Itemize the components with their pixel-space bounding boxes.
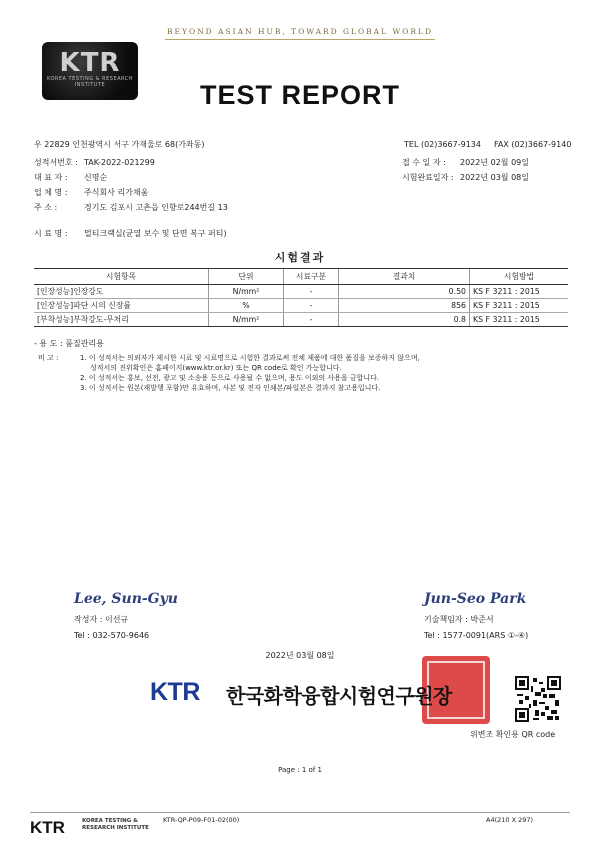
institute-ktr-logo: KTR bbox=[150, 678, 200, 706]
footer-divider bbox=[30, 812, 570, 813]
left-signature: Lee, Sun-Gyu bbox=[74, 591, 178, 607]
col-header-item: 시험항목 bbox=[34, 269, 209, 285]
info-right bbox=[402, 157, 529, 183]
receipt-label: 접 수 일 자 : bbox=[402, 158, 446, 167]
ceo: 신명순 bbox=[84, 173, 108, 182]
ktr-logo-text: KTR bbox=[59, 48, 121, 78]
client-address-label: 주 소 : bbox=[34, 203, 58, 212]
table-row bbox=[34, 299, 568, 313]
ktr-logo-subtext: KOREA TESTING & RESEARCH INSTITUTE bbox=[46, 76, 134, 88]
col-header-result: 결과치 bbox=[339, 269, 470, 285]
note-item: 1. 이 성적서는 의뢰자가 제시한 시료 및 시료명으로 시험한 결과로써 전체 제품에 대한 품질을 보증하지 않으며, bbox=[80, 354, 420, 362]
note-item: 성적서의 진위확인은 홈페이지(www.ktr.or.kr) 또는 QR code로 확인 가능합니다. bbox=[90, 364, 342, 372]
sample-name: 멀티크랙실(균열 보수 및 단면 복구 퍼티) bbox=[84, 229, 227, 238]
receipt-date: 2022년 02월 09일 bbox=[460, 158, 529, 167]
company: 주식회사 리가채움 bbox=[84, 188, 149, 197]
note-item: 3. 이 성적서는 원본(재발행 포함)만 유효하며, 사본 및 전자 인쇄본/파일본은 결과지 참고용입니다. bbox=[80, 384, 381, 392]
cell-unit: % bbox=[209, 299, 284, 313]
col-header-sample: 시료구분 bbox=[284, 269, 339, 285]
author-tel: Tel : 032-570-9646 bbox=[74, 631, 150, 640]
page-title: TEST REPORT bbox=[199, 80, 400, 110]
complete-date: 2022년 03월 08일 bbox=[460, 173, 529, 182]
tech-manager-tel: Tel : 1577-0091(ARS ①-④) bbox=[424, 631, 529, 640]
form-code: KTR-QP-P09-F01-02(00) bbox=[163, 816, 240, 824]
col-header-unit: 단위 bbox=[209, 269, 284, 285]
table-row bbox=[34, 313, 568, 327]
cell-sample: - bbox=[284, 285, 339, 299]
cell-unit: N/mm² bbox=[209, 313, 284, 327]
notes-label: 비 고 : bbox=[38, 354, 59, 362]
company-label: 업 체 명 : bbox=[34, 188, 68, 197]
footer-ktr-logo: KTR bbox=[30, 818, 65, 837]
cell-method: KS F 3211 : 2015 bbox=[470, 313, 569, 327]
tagline: BEYOND ASIAN HUB, TOWARD GLOBAL WORLD bbox=[167, 27, 433, 36]
cell-item: [인장성능]인장강도 bbox=[34, 285, 209, 299]
results-header-row bbox=[34, 269, 568, 285]
notes-list bbox=[80, 353, 550, 393]
issue-date: 2022년 03월 08일 bbox=[265, 651, 335, 660]
lab-tel: TEL (02)3667-9134 bbox=[404, 140, 481, 149]
report-no: TAK-2022-021299 bbox=[84, 158, 155, 167]
results-table bbox=[34, 268, 568, 327]
note-item: 2. 이 성적서는 홍보, 선전, 광고 및 소송용 등으로 사용될 수 없으며, 용도 이외의 사용을 금합니다. bbox=[80, 374, 380, 382]
lab-fax: FAX (02)3667-9140 bbox=[494, 140, 572, 149]
sample-label: 시 료 명 : bbox=[34, 229, 68, 238]
cell-item: [인장성능]파단 시의 신장률 bbox=[34, 299, 209, 313]
tagline-divider bbox=[165, 39, 435, 40]
author-role: 작성자 : 이선규 bbox=[74, 615, 129, 624]
client-address: 경기도 김포시 고촌읍 인향로244번길 13 bbox=[84, 203, 228, 212]
cell-result: 856 bbox=[339, 299, 470, 313]
footer-ktr-subtitle bbox=[82, 818, 149, 832]
report-no-label: 성적서번호 : bbox=[34, 158, 78, 167]
right-signature: Jun-Seo Park bbox=[424, 591, 527, 607]
cell-result: 0.50 bbox=[339, 285, 470, 299]
cell-item: [부착성능]부착강도-무처리 bbox=[34, 313, 209, 327]
info-left bbox=[34, 157, 228, 213]
qr-code-icon bbox=[515, 676, 561, 722]
qr-caption: 위변조 확인용 QR code bbox=[470, 730, 556, 739]
institute-name: 한국화학융합시험연구원장 bbox=[226, 684, 452, 708]
cell-sample: - bbox=[284, 299, 339, 313]
results-section-title: 시험결과 bbox=[274, 251, 326, 264]
page-number: Page : 1 of 1 bbox=[278, 766, 322, 774]
tech-manager-role: 기술책임자 : 박준서 bbox=[424, 615, 494, 624]
lab-address: 우 22829 인천광역시 서구 가재울로 68(가좌동) bbox=[34, 140, 205, 149]
ceo-label: 대 표 자 : bbox=[34, 173, 68, 182]
cell-unit: N/mm² bbox=[209, 285, 284, 299]
cell-method: KS F 3211 : 2015 bbox=[470, 285, 569, 299]
cell-sample: - bbox=[284, 313, 339, 327]
col-header-method: 시험방법 bbox=[470, 269, 569, 285]
footer-ktr-sub2: RESEARCH INSTITUTE bbox=[82, 825, 149, 831]
table-row bbox=[34, 285, 568, 299]
purpose: - 용 도 : 품질관리용 bbox=[34, 339, 104, 348]
sample-row bbox=[34, 228, 227, 239]
cell-method: KS F 3211 : 2015 bbox=[470, 299, 569, 313]
complete-label: 시험완료일자 : bbox=[402, 173, 454, 182]
cell-result: 0.8 bbox=[339, 313, 470, 327]
footer-ktr-sub1: KOREA TESTING & bbox=[82, 818, 138, 824]
paper-size: A4(210 X 297) bbox=[486, 816, 534, 824]
